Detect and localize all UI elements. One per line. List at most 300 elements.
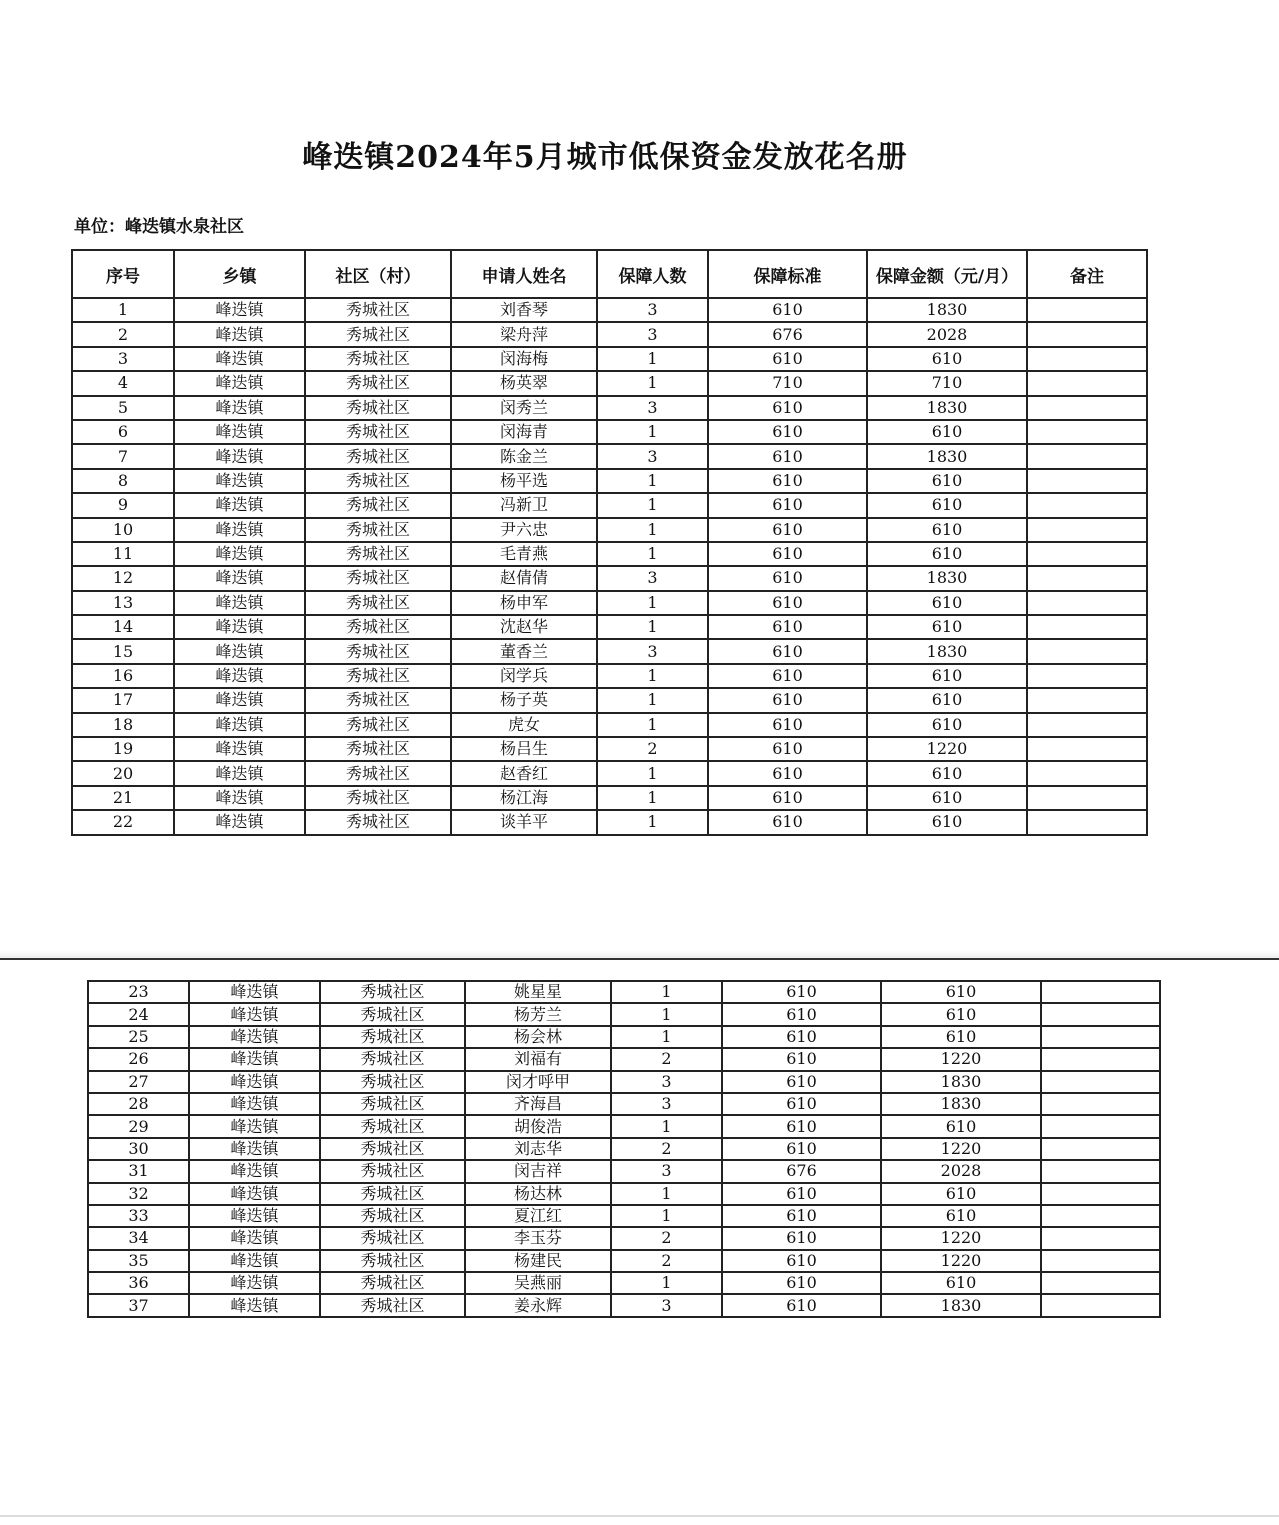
cell-index: 3 bbox=[72, 347, 174, 371]
cell-amount: 610 bbox=[867, 615, 1027, 639]
cell-amount: 1830 bbox=[881, 1294, 1041, 1316]
table-row bbox=[72, 420, 1147, 444]
cell-applicant-name: 毛青燕 bbox=[451, 542, 597, 566]
cell-amount: 1830 bbox=[867, 298, 1027, 322]
cell-standard: 610 bbox=[708, 493, 867, 517]
cell-covered-persons: 1 bbox=[611, 1183, 722, 1205]
cell-community: 秀城社区 bbox=[305, 420, 451, 444]
cell-applicant-name: 赵香红 bbox=[451, 761, 597, 785]
cell-applicant-name: 刘福有 bbox=[465, 1048, 611, 1070]
cell-standard: 610 bbox=[708, 298, 867, 322]
cell-community: 秀城社区 bbox=[305, 639, 451, 663]
cell-standard: 610 bbox=[722, 1183, 881, 1205]
table-row bbox=[72, 688, 1147, 712]
cell-index: 4 bbox=[72, 371, 174, 395]
cell-standard: 610 bbox=[708, 591, 867, 615]
cell-index: 25 bbox=[88, 1026, 189, 1048]
cell-amount: 610 bbox=[881, 1026, 1041, 1048]
cell-remarks bbox=[1041, 1294, 1160, 1316]
cell-applicant-name: 吴燕丽 bbox=[465, 1272, 611, 1294]
cell-covered-persons: 1 bbox=[597, 810, 708, 834]
cell-index: 18 bbox=[72, 713, 174, 737]
cell-town: 峰迭镇 bbox=[174, 615, 305, 639]
cell-community: 秀城社区 bbox=[320, 1071, 465, 1093]
cell-applicant-name: 赵倩倩 bbox=[451, 566, 597, 590]
cell-covered-persons: 1 bbox=[611, 1272, 722, 1294]
cell-town: 峰迭镇 bbox=[174, 542, 305, 566]
cell-index: 26 bbox=[88, 1048, 189, 1070]
cell-covered-persons: 1 bbox=[597, 786, 708, 810]
table-row bbox=[88, 1183, 1160, 1205]
cell-covered-persons: 3 bbox=[611, 1071, 722, 1093]
cell-standard: 610 bbox=[708, 761, 867, 785]
cell-remarks bbox=[1027, 664, 1147, 688]
cell-covered-persons: 3 bbox=[597, 566, 708, 590]
cell-amount: 610 bbox=[867, 713, 1027, 737]
table-row bbox=[72, 298, 1147, 322]
table-row bbox=[88, 981, 1160, 1003]
table-row bbox=[88, 1026, 1160, 1048]
cell-covered-persons: 3 bbox=[611, 1294, 722, 1316]
cell-index: 37 bbox=[88, 1294, 189, 1316]
cell-standard: 610 bbox=[708, 347, 867, 371]
cell-standard: 610 bbox=[722, 1227, 881, 1249]
cell-index: 2 bbox=[72, 322, 174, 346]
table-row bbox=[72, 542, 1147, 566]
roster-table-part1 bbox=[71, 249, 1148, 836]
cell-covered-persons: 2 bbox=[611, 1048, 722, 1070]
cell-index: 23 bbox=[88, 981, 189, 1003]
cell-covered-persons: 1 bbox=[597, 761, 708, 785]
cell-remarks bbox=[1027, 396, 1147, 420]
cell-applicant-name: 胡俊浩 bbox=[465, 1115, 611, 1137]
cell-applicant-name: 杨江海 bbox=[451, 786, 597, 810]
cell-standard: 610 bbox=[722, 1093, 881, 1115]
cell-index: 5 bbox=[72, 396, 174, 420]
cell-community: 秀城社区 bbox=[305, 737, 451, 761]
table-row bbox=[72, 761, 1147, 785]
header-covered-persons: 保障人数 bbox=[597, 250, 708, 298]
cell-applicant-name: 杨平选 bbox=[451, 469, 597, 493]
cell-index: 10 bbox=[72, 518, 174, 542]
cell-index: 12 bbox=[72, 566, 174, 590]
cell-remarks bbox=[1041, 981, 1160, 1003]
cell-town: 峰迭镇 bbox=[174, 737, 305, 761]
cell-index: 34 bbox=[88, 1227, 189, 1249]
page-fold-line bbox=[0, 958, 1279, 960]
cell-remarks bbox=[1041, 1093, 1160, 1115]
cell-town: 峰迭镇 bbox=[189, 1294, 320, 1316]
cell-standard: 610 bbox=[722, 1294, 881, 1316]
cell-amount: 610 bbox=[867, 664, 1027, 688]
table-row bbox=[72, 518, 1147, 542]
page-fold-shadow bbox=[0, 950, 1279, 958]
cell-remarks bbox=[1041, 1227, 1160, 1249]
cell-amount: 610 bbox=[881, 1003, 1041, 1025]
cell-covered-persons: 1 bbox=[597, 371, 708, 395]
cell-standard: 610 bbox=[722, 1003, 881, 1025]
cell-remarks bbox=[1027, 298, 1147, 322]
cell-community: 秀城社区 bbox=[305, 396, 451, 420]
cell-index: 28 bbox=[88, 1093, 189, 1115]
cell-community: 秀城社区 bbox=[320, 1183, 465, 1205]
cell-community: 秀城社区 bbox=[320, 1026, 465, 1048]
cell-covered-persons: 1 bbox=[597, 518, 708, 542]
cell-standard: 610 bbox=[708, 688, 867, 712]
cell-covered-persons: 2 bbox=[611, 1250, 722, 1272]
cell-town: 峰迭镇 bbox=[189, 1115, 320, 1137]
cell-remarks bbox=[1027, 713, 1147, 737]
table-row bbox=[72, 347, 1147, 371]
cell-community: 秀城社区 bbox=[305, 591, 451, 615]
cell-applicant-name: 冯新卫 bbox=[451, 493, 597, 517]
cell-community: 秀城社区 bbox=[320, 1205, 465, 1227]
cell-covered-persons: 3 bbox=[611, 1160, 722, 1182]
cell-amount: 710 bbox=[867, 371, 1027, 395]
table-row bbox=[88, 1160, 1160, 1182]
cell-amount: 1220 bbox=[881, 1250, 1041, 1272]
cell-community: 秀城社区 bbox=[320, 981, 465, 1003]
cell-applicant-name: 杨建民 bbox=[465, 1250, 611, 1272]
cell-community: 秀城社区 bbox=[305, 713, 451, 737]
cell-amount: 1220 bbox=[881, 1227, 1041, 1249]
cell-town: 峰迭镇 bbox=[189, 1183, 320, 1205]
cell-town: 峰迭镇 bbox=[174, 444, 305, 468]
cell-covered-persons: 1 bbox=[597, 591, 708, 615]
header-town: 乡镇 bbox=[174, 250, 305, 298]
cell-town: 峰迭镇 bbox=[189, 1272, 320, 1294]
table-row bbox=[88, 1272, 1160, 1294]
cell-standard: 610 bbox=[708, 810, 867, 834]
header-remarks: 备注 bbox=[1027, 250, 1147, 298]
cell-standard: 610 bbox=[708, 566, 867, 590]
cell-town: 峰迭镇 bbox=[189, 1227, 320, 1249]
cell-index: 27 bbox=[88, 1071, 189, 1093]
cell-applicant-name: 虎女 bbox=[451, 713, 597, 737]
cell-applicant-name: 刘香琴 bbox=[451, 298, 597, 322]
cell-town: 峰迭镇 bbox=[174, 469, 305, 493]
cell-covered-persons: 1 bbox=[611, 1026, 722, 1048]
cell-amount: 610 bbox=[867, 469, 1027, 493]
cell-covered-persons: 1 bbox=[611, 1205, 722, 1227]
cell-remarks bbox=[1027, 444, 1147, 468]
cell-remarks bbox=[1027, 591, 1147, 615]
cell-covered-persons: 2 bbox=[611, 1227, 722, 1249]
cell-remarks bbox=[1041, 1205, 1160, 1227]
cell-town: 峰迭镇 bbox=[174, 493, 305, 517]
cell-standard: 610 bbox=[722, 1071, 881, 1093]
cell-covered-persons: 3 bbox=[597, 322, 708, 346]
cell-standard: 610 bbox=[708, 542, 867, 566]
header-index: 序号 bbox=[72, 250, 174, 298]
cell-standard: 610 bbox=[722, 1026, 881, 1048]
cell-community: 秀城社区 bbox=[320, 1272, 465, 1294]
cell-town: 峰迭镇 bbox=[174, 420, 305, 444]
cell-covered-persons: 3 bbox=[597, 444, 708, 468]
cell-covered-persons: 3 bbox=[597, 639, 708, 663]
cell-applicant-name: 杨会林 bbox=[465, 1026, 611, 1048]
cell-covered-persons: 1 bbox=[597, 664, 708, 688]
cell-index: 30 bbox=[88, 1138, 189, 1160]
cell-community: 秀城社区 bbox=[305, 371, 451, 395]
table-row bbox=[72, 713, 1147, 737]
cell-community: 秀城社区 bbox=[320, 1160, 465, 1182]
unit-label: 单位：峰迭镇水泉社区 bbox=[74, 217, 244, 237]
cell-covered-persons: 1 bbox=[597, 469, 708, 493]
table-row bbox=[72, 786, 1147, 810]
cell-applicant-name: 杨吕生 bbox=[451, 737, 597, 761]
cell-standard: 610 bbox=[708, 420, 867, 444]
table-row bbox=[72, 469, 1147, 493]
cell-remarks bbox=[1027, 493, 1147, 517]
header-standard: 保障标准 bbox=[708, 250, 867, 298]
cell-standard: 610 bbox=[708, 444, 867, 468]
cell-applicant-name: 闵学兵 bbox=[451, 664, 597, 688]
cell-town: 峰迭镇 bbox=[174, 664, 305, 688]
cell-covered-persons: 1 bbox=[597, 542, 708, 566]
cell-remarks bbox=[1027, 786, 1147, 810]
cell-remarks bbox=[1041, 1183, 1160, 1205]
cell-remarks bbox=[1027, 542, 1147, 566]
table-row bbox=[72, 810, 1147, 834]
cell-remarks bbox=[1027, 469, 1147, 493]
cell-remarks bbox=[1041, 1026, 1160, 1048]
cell-community: 秀城社区 bbox=[320, 1138, 465, 1160]
header-amount: 保障金额（元/月） bbox=[867, 250, 1027, 298]
cell-applicant-name: 尹六忠 bbox=[451, 518, 597, 542]
cell-applicant-name: 董香兰 bbox=[451, 639, 597, 663]
cell-amount: 1220 bbox=[881, 1138, 1041, 1160]
cell-remarks bbox=[1027, 322, 1147, 346]
cell-town: 峰迭镇 bbox=[174, 786, 305, 810]
cell-amount: 1830 bbox=[867, 566, 1027, 590]
cell-town: 峰迭镇 bbox=[174, 688, 305, 712]
cell-remarks bbox=[1041, 1138, 1160, 1160]
cell-standard: 610 bbox=[708, 713, 867, 737]
cell-community: 秀城社区 bbox=[305, 542, 451, 566]
cell-standard: 610 bbox=[722, 1250, 881, 1272]
cell-index: 7 bbox=[72, 444, 174, 468]
cell-applicant-name: 杨英翠 bbox=[451, 371, 597, 395]
cell-covered-persons: 1 bbox=[597, 493, 708, 517]
cell-covered-persons: 3 bbox=[597, 396, 708, 420]
cell-town: 峰迭镇 bbox=[189, 1026, 320, 1048]
cell-amount: 610 bbox=[867, 810, 1027, 834]
cell-standard: 610 bbox=[722, 1115, 881, 1137]
cell-covered-persons: 3 bbox=[611, 1093, 722, 1115]
table-row bbox=[88, 1205, 1160, 1227]
cell-community: 秀城社区 bbox=[305, 298, 451, 322]
cell-covered-persons: 2 bbox=[611, 1138, 722, 1160]
cell-index: 11 bbox=[72, 542, 174, 566]
cell-index: 17 bbox=[72, 688, 174, 712]
cell-remarks bbox=[1041, 1071, 1160, 1093]
cell-applicant-name: 沈赵华 bbox=[451, 615, 597, 639]
cell-amount: 610 bbox=[881, 981, 1041, 1003]
cell-amount: 610 bbox=[867, 347, 1027, 371]
table-row bbox=[72, 566, 1147, 590]
cell-applicant-name: 刘志华 bbox=[465, 1138, 611, 1160]
cell-index: 22 bbox=[72, 810, 174, 834]
cell-standard: 610 bbox=[722, 1048, 881, 1070]
cell-amount: 2028 bbox=[881, 1160, 1041, 1182]
cell-remarks bbox=[1041, 1115, 1160, 1137]
cell-index: 35 bbox=[88, 1250, 189, 1272]
cell-applicant-name: 杨芳兰 bbox=[465, 1003, 611, 1025]
cell-amount: 610 bbox=[881, 1205, 1041, 1227]
cell-applicant-name: 闵海梅 bbox=[451, 347, 597, 371]
cell-index: 20 bbox=[72, 761, 174, 785]
cell-town: 峰迭镇 bbox=[174, 810, 305, 834]
table-row bbox=[88, 1048, 1160, 1070]
table-row bbox=[72, 591, 1147, 615]
cell-covered-persons: 2 bbox=[597, 737, 708, 761]
cell-amount: 610 bbox=[867, 542, 1027, 566]
cell-community: 秀城社区 bbox=[320, 1115, 465, 1137]
cell-amount: 610 bbox=[881, 1183, 1041, 1205]
cell-amount: 610 bbox=[867, 591, 1027, 615]
cell-covered-persons: 1 bbox=[597, 713, 708, 737]
table-row bbox=[72, 396, 1147, 420]
cell-community: 秀城社区 bbox=[305, 566, 451, 590]
cell-applicant-name: 闵海青 bbox=[451, 420, 597, 444]
table-row bbox=[88, 1115, 1160, 1137]
cell-town: 峰迭镇 bbox=[174, 566, 305, 590]
cell-remarks bbox=[1027, 761, 1147, 785]
cell-standard: 610 bbox=[722, 981, 881, 1003]
cell-community: 秀城社区 bbox=[320, 1294, 465, 1316]
cell-amount: 1830 bbox=[867, 639, 1027, 663]
cell-index: 19 bbox=[72, 737, 174, 761]
cell-standard: 610 bbox=[722, 1205, 881, 1227]
table-row bbox=[88, 1250, 1160, 1272]
table-row bbox=[72, 371, 1147, 395]
cell-applicant-name: 姜永辉 bbox=[465, 1294, 611, 1316]
cell-amount: 2028 bbox=[867, 322, 1027, 346]
cell-covered-persons: 1 bbox=[597, 688, 708, 712]
cell-community: 秀城社区 bbox=[305, 664, 451, 688]
cell-community: 秀城社区 bbox=[320, 1227, 465, 1249]
cell-standard: 610 bbox=[722, 1138, 881, 1160]
table-header-row bbox=[72, 250, 1147, 298]
cell-index: 13 bbox=[72, 591, 174, 615]
cell-applicant-name: 夏江红 bbox=[465, 1205, 611, 1227]
cell-remarks bbox=[1027, 566, 1147, 590]
cell-index: 15 bbox=[72, 639, 174, 663]
cell-community: 秀城社区 bbox=[320, 1093, 465, 1115]
table-row bbox=[72, 444, 1147, 468]
cell-town: 峰迭镇 bbox=[174, 322, 305, 346]
cell-covered-persons: 1 bbox=[597, 420, 708, 444]
cell-amount: 1830 bbox=[867, 444, 1027, 468]
cell-index: 36 bbox=[88, 1272, 189, 1294]
cell-covered-persons: 1 bbox=[611, 1115, 722, 1137]
cell-standard: 610 bbox=[708, 737, 867, 761]
cell-remarks bbox=[1027, 639, 1147, 663]
cell-remarks bbox=[1027, 371, 1147, 395]
cell-applicant-name: 姚星星 bbox=[465, 981, 611, 1003]
cell-town: 峰迭镇 bbox=[189, 1250, 320, 1272]
cell-index: 8 bbox=[72, 469, 174, 493]
cell-town: 峰迭镇 bbox=[189, 1205, 320, 1227]
cell-town: 峰迭镇 bbox=[189, 981, 320, 1003]
cell-town: 峰迭镇 bbox=[174, 591, 305, 615]
cell-community: 秀城社区 bbox=[305, 469, 451, 493]
cell-applicant-name: 齐海昌 bbox=[465, 1093, 611, 1115]
cell-standard: 610 bbox=[708, 786, 867, 810]
cell-covered-persons: 1 bbox=[611, 1003, 722, 1025]
cell-index: 16 bbox=[72, 664, 174, 688]
cell-applicant-name: 杨子英 bbox=[451, 688, 597, 712]
cell-covered-persons: 3 bbox=[597, 298, 708, 322]
cell-standard: 610 bbox=[708, 396, 867, 420]
table-row bbox=[88, 1003, 1160, 1025]
table-row bbox=[72, 664, 1147, 688]
cell-amount: 610 bbox=[881, 1115, 1041, 1137]
cell-town: 峰迭镇 bbox=[174, 347, 305, 371]
cell-community: 秀城社区 bbox=[320, 1250, 465, 1272]
cell-index: 24 bbox=[88, 1003, 189, 1025]
cell-community: 秀城社区 bbox=[305, 518, 451, 542]
header-community: 社区（村） bbox=[305, 250, 451, 298]
cell-community: 秀城社区 bbox=[305, 493, 451, 517]
cell-applicant-name: 杨申军 bbox=[451, 591, 597, 615]
cell-index: 9 bbox=[72, 493, 174, 517]
cell-town: 峰迭镇 bbox=[174, 639, 305, 663]
cell-standard: 610 bbox=[708, 664, 867, 688]
cell-index: 31 bbox=[88, 1160, 189, 1182]
cell-applicant-name: 闵吉祥 bbox=[465, 1160, 611, 1182]
cell-town: 峰迭镇 bbox=[174, 371, 305, 395]
cell-covered-persons: 1 bbox=[597, 347, 708, 371]
cell-remarks bbox=[1027, 810, 1147, 834]
cell-amount: 610 bbox=[881, 1272, 1041, 1294]
cell-remarks bbox=[1027, 737, 1147, 761]
cell-index: 33 bbox=[88, 1205, 189, 1227]
cell-standard: 676 bbox=[722, 1160, 881, 1182]
cell-applicant-name: 梁舟萍 bbox=[451, 322, 597, 346]
table-row bbox=[72, 737, 1147, 761]
cell-community: 秀城社区 bbox=[305, 810, 451, 834]
cell-amount: 1220 bbox=[881, 1048, 1041, 1070]
cell-community: 秀城社区 bbox=[305, 444, 451, 468]
cell-covered-persons: 1 bbox=[611, 981, 722, 1003]
cell-amount: 610 bbox=[867, 688, 1027, 712]
cell-index: 21 bbox=[72, 786, 174, 810]
roster-table-part2 bbox=[87, 980, 1161, 1318]
cell-town: 峰迭镇 bbox=[174, 298, 305, 322]
cell-community: 秀城社区 bbox=[320, 1003, 465, 1025]
cell-index: 29 bbox=[88, 1115, 189, 1137]
cell-amount: 610 bbox=[867, 518, 1027, 542]
table-row bbox=[72, 615, 1147, 639]
cell-town: 峰迭镇 bbox=[174, 761, 305, 785]
cell-remarks bbox=[1027, 615, 1147, 639]
cell-standard: 676 bbox=[708, 322, 867, 346]
cell-index: 32 bbox=[88, 1183, 189, 1205]
table-row bbox=[88, 1294, 1160, 1316]
cell-town: 峰迭镇 bbox=[189, 1048, 320, 1070]
table-row bbox=[72, 493, 1147, 517]
cell-community: 秀城社区 bbox=[305, 347, 451, 371]
cell-town: 峰迭镇 bbox=[174, 713, 305, 737]
cell-amount: 1830 bbox=[881, 1071, 1041, 1093]
table-row bbox=[72, 639, 1147, 663]
cell-community: 秀城社区 bbox=[305, 322, 451, 346]
cell-standard: 710 bbox=[708, 371, 867, 395]
document-title: 峰迭镇2024年5月城市低保资金发放花名册 bbox=[302, 140, 908, 175]
cell-covered-persons: 1 bbox=[597, 615, 708, 639]
